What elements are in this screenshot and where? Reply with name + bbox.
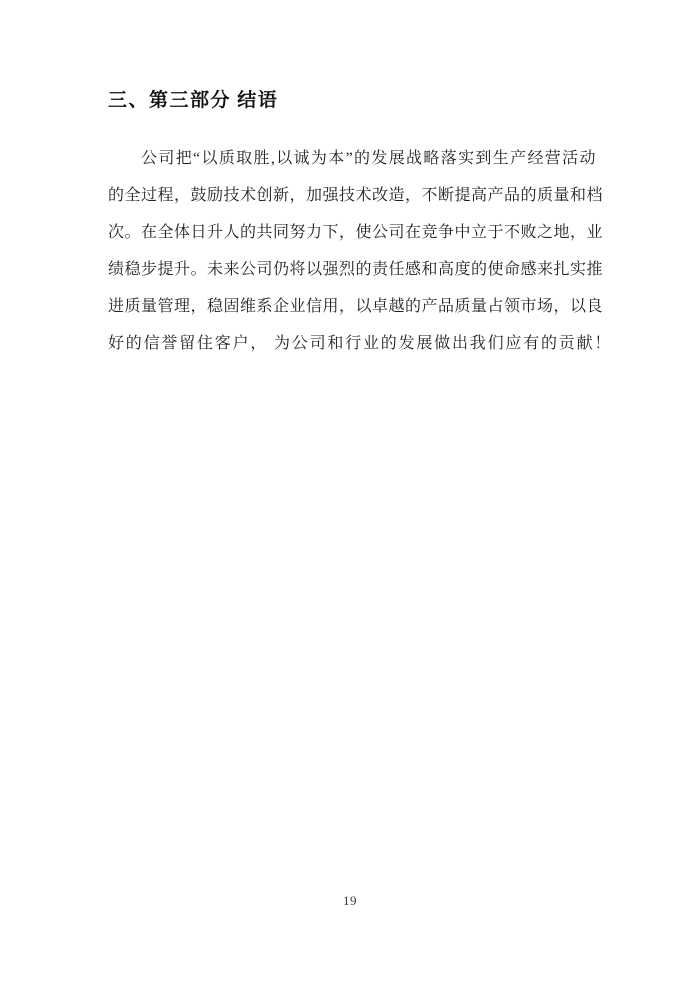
body-paragraph [108, 140, 613, 362]
section-heading: 三、第三部分 结语 [108, 90, 279, 111]
paragraph-line: 的全过程，鼓励技术创新，加强技术改造，不断提高产品的质量和档 [108, 186, 604, 204]
paragraph-line: 公司把“以质取胜,以诚为本”的发展战略落实到生产经营活动 [141, 149, 596, 167]
paragraph-line: 次。在全体日升人的共同努力下，使公司在竞争中立于不败之地，业 [108, 223, 604, 241]
page-number: 19 [343, 893, 357, 908]
paragraph-line: 绩稳步提升。未来公司仍将以强烈的责任感和高度的使命感来扎实推 [108, 260, 604, 278]
paragraph-line: 好的信誉留住客户， 为公司和行业的发展做出我们应有的贡献！ [108, 334, 613, 352]
page-content [108, 90, 613, 362]
paragraph-line: 进质量管理，稳固维系企业信用，以卓越的产品质量占领市场，以良 [108, 297, 604, 315]
